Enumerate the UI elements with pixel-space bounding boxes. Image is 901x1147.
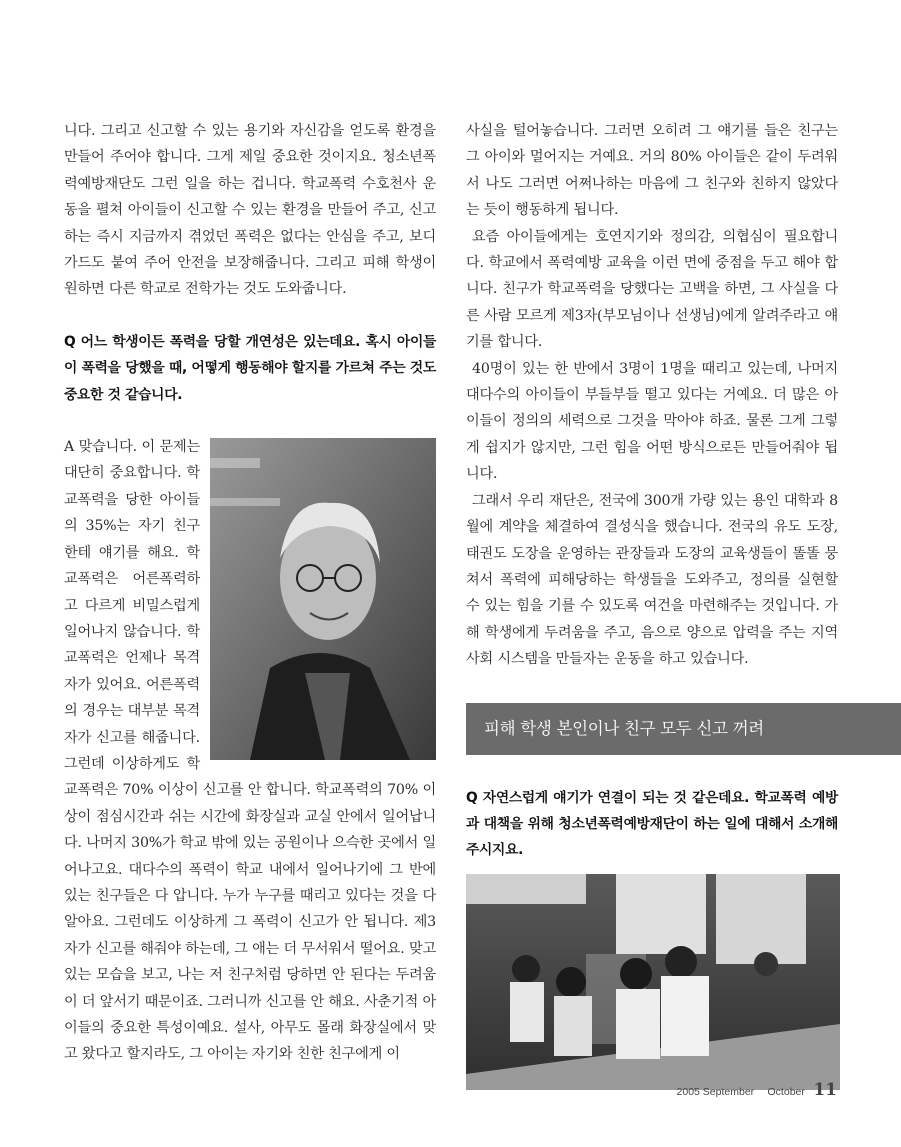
page-footer bbox=[677, 1080, 837, 1100]
right-paragraph-1: 사실을 털어놓습니다. 그러면 오히려 그 얘기를 들은 친구는 그 아이와 멀어지는 거예요. 거의 80% 아이들은 같이 두려워서 나도 그러면 어쩌나하는 마음에 그 친구와 친하지 않았다는 듯이 행동하게 됩니다. bbox=[466, 123, 838, 219]
counseling-center-photo bbox=[466, 874, 840, 1090]
left-paragraph-1: 니다. 그리고 신고할 수 있는 용기와 자신감을 얻도록 환경을 만들어 주어야 합니다. 그게 제일 중요한 것이지요. 청소년폭력예방재단도 그런 일을 하는 겁니다. 학교폭력 수호천사 운동을 펼쳐 아이들이 신고할 수 있는 환경을 만들어 주고, 신고하는 즉시 지금까지 겪었던 폭력은 없다는 안심을 주고, 보디가드도 붙여 주어 안전을 보장해줍니다. 그리고 피해 학생이 원하면 다른 학교로 전학가는 것도 도와줍니다. bbox=[64, 123, 436, 298]
right-paragraph-2: 요즘 아이들에게는 호연지기와 정의감, 의협심이 필요합니다. 학교에서 폭력예방 교육을 이런 면에 중점을 두고 해야 합니다. 친구가 학교폭력을 당했다는 고백을 하면, 그 사실을 다른 사람 모르게 제3자(부모님이나 선생님)에게 알려주라고 얘기를 합니다. bbox=[466, 228, 838, 351]
interviewee-portrait-photo bbox=[210, 438, 436, 760]
right-paragraph-3: 40명이 있는 한 반에서 3명이 1명을 때리고 있는데, 나머지 대다수의 아이들이 부들부들 떨고 있다는 거예요. 더 많은 아이들이 정의의 세력으로 그것을 막아야 하죠. 물론 그게 그렇게 쉽지가 않지만, 그런 힘을 어떤 방식으로든 만들어줘야 됩니다. bbox=[466, 360, 838, 483]
footer-issue-month-2: October bbox=[767, 1086, 805, 1098]
right-paragraph-4: 그래서 우리 재단은, 전국에 300개 가량 있는 용인 대학과 8월에 계약을 체결하여 결성식을 했습니다. 전국의 유도 도장, 태권도 도장을 운영하는 관장들과 도장의 교육생들이 똘똘 뭉쳐서 폭력에 피해당하는 학생들을 도와주고, 정의를 실현할 수 있는 힘을 기를 수 있도록 여건을 마련해주는 것입니다. 가해 학생에게 두려움을 주고, 음으로 양으로 압력을 주는 지역사회 시스템을 만들자는 운동을 하고 있습니다. bbox=[466, 492, 838, 668]
interview-question-2: Q 자연스럽게 얘기가 연결이 되는 것 같은데요. 학교폭력 예방과 대책을 위해 청소년폭력예방재단이 하는 일에 대해서 소개해 주시지요. bbox=[466, 789, 838, 859]
left-column bbox=[64, 118, 436, 1068]
right-column bbox=[466, 118, 838, 1090]
interview-answer-1: A 맞습니다. 이 문제는 대단히 중요합니다. 학교폭력을 당한 아이들의 35%는 자기 친구한테 얘기를 해요. 학교폭력은 어른폭력하고 다르게 비밀스럽게 일어나지 않습니다. 학교폭력은 언제나 목격자가 있어요. 어른폭력의 경우는 대부분 목격자가 신고를 해줍니다. 그런데 이상하게도 학교폭력은 70% 이상이 신고를 안 합니다. 학교폭력의 70% 이상이 점심시간과 쉬는 시간에 화장실과 교실 안에서 일어납니다. 나머지 30%가 학교 밖에 있는 공원이나 으슥한 곳에서 일어나고요. 대다수의 폭력이 학교 내에서 일어나기에 그 반에 있는 친구들은 다 압니다. 누가 누구를 때리고 있다는 것을 다 알아요. 그런데도 이상하게 그 폭력이 신고가 안 됩니다. 제3자가 신고를 해줘야 하는데, 그 애는 더 무서워서 떨어요. 맞고 있는 모습을 보고, 나는 저 친구처럼 당하면 안 된다는 두려움이 더 앞서기 때문이죠. 그러니까 신고를 안 해요. 사춘기적 아이들의 중요한 특성이예요. 설사, 아무도 몰래 화장실에서 맞고 왔다고 할지라도, 그 아이는 자기와 친한 친구에게 이 bbox=[64, 439, 436, 1063]
section-heading-bar: 피해 학생 본인이나 친구 모두 신고 꺼려 bbox=[466, 703, 901, 755]
page-number: 11 bbox=[813, 1080, 837, 1100]
footer-issue-month-1: 2005 September bbox=[676, 1086, 755, 1098]
interview-question-1: Q 어느 학생이든 폭력을 당할 개연성은 있는데요. 혹시 아이들이 폭력을 당했을 때, 어떻게 행동해야 할지를 가르쳐 주는 것도 중요한 것 같습니다. bbox=[64, 333, 436, 403]
